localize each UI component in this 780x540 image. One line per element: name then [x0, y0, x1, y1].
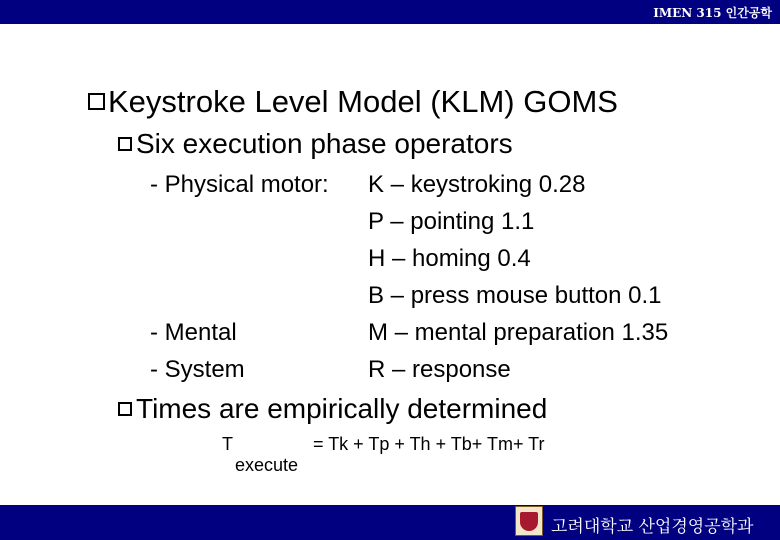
slide-title-text: Keystroke Level Model (KLM) GOMS	[108, 84, 618, 119]
header-bar	[0, 0, 780, 24]
equation-lhs: T	[222, 434, 233, 454]
bullet-operators	[118, 128, 513, 160]
operator-k: K – keystroking 0.28	[368, 171, 586, 198]
equation-subscript: execute	[235, 455, 299, 475]
operator-m: M – mental preparation 1.35	[368, 319, 669, 346]
university-crest-icon	[515, 506, 543, 536]
course-label: IMEN 315 인간공학	[653, 6, 772, 20]
operator-p: P – pointing 1.1	[368, 208, 535, 235]
physical-motor-label: - Physical motor:	[150, 171, 329, 198]
system-label: - System	[150, 356, 245, 383]
operator-b: B – press mouse button 0.1	[368, 282, 662, 309]
department-label: 고려대학교 산업경영공학과	[551, 517, 754, 537]
bullet-times-text: Times are empirically determined	[136, 393, 548, 424]
operator-h: H – homing 0.4	[368, 245, 531, 272]
checkbox-bullet-icon	[118, 402, 132, 416]
slide-title	[88, 84, 618, 120]
crest-shield	[520, 512, 538, 531]
operator-r: R – response	[368, 356, 511, 383]
bullet-operators-text: Six execution phase operators	[136, 128, 513, 159]
equation-rhs: = Tk + Tp + Th + Tb+ Tm+ Tr	[313, 434, 545, 454]
bullet-times	[118, 393, 547, 425]
checkbox-bullet-icon	[88, 93, 105, 110]
checkbox-bullet-icon	[118, 137, 132, 151]
mental-label: - Mental	[150, 319, 237, 346]
